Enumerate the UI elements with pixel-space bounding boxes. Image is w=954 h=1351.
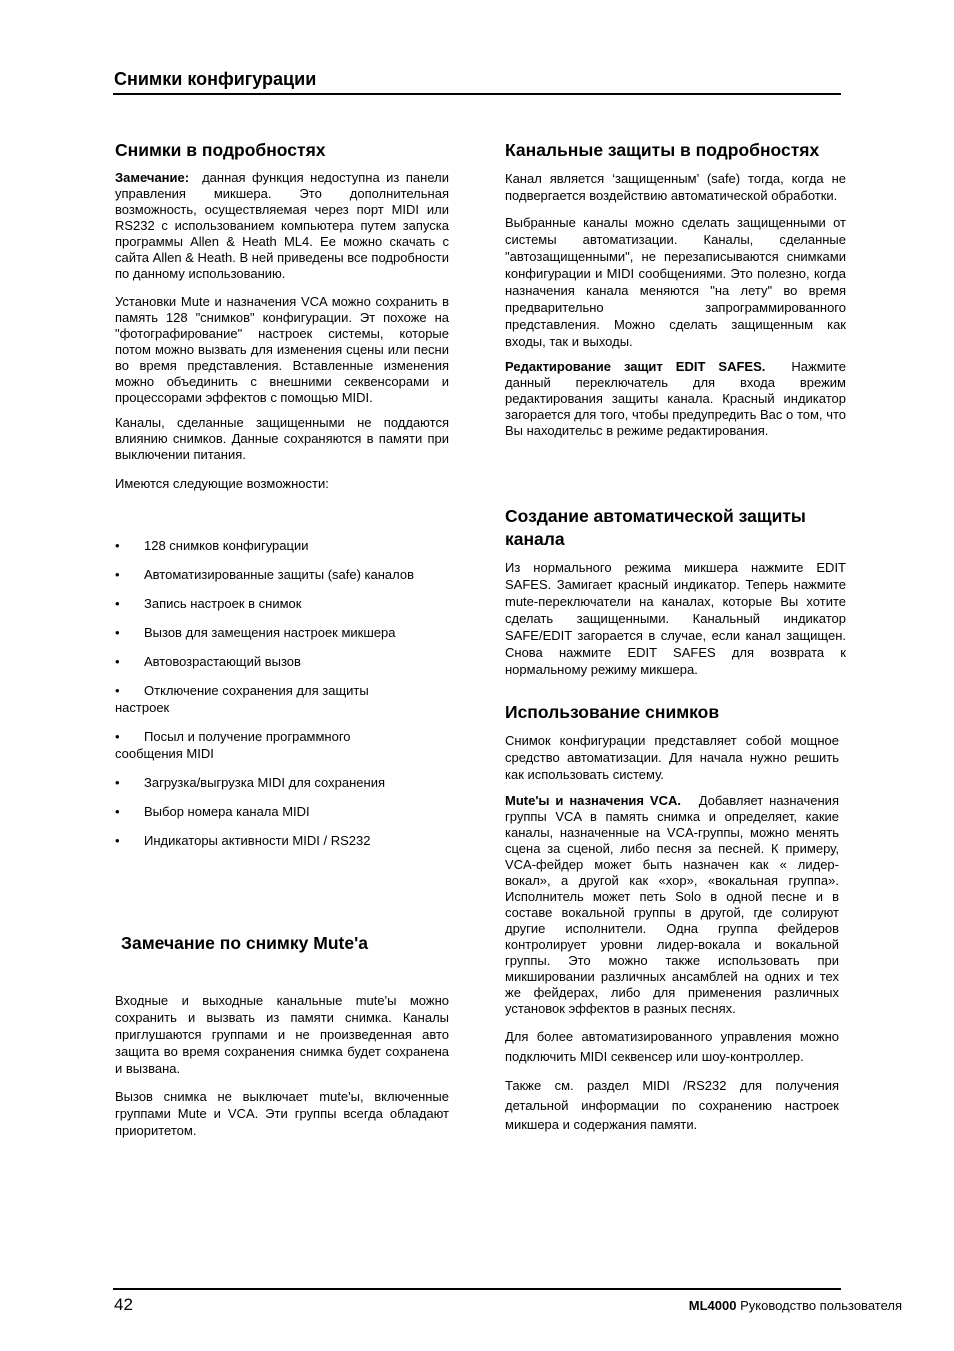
right-section-auto-safe: [505, 505, 846, 678]
left-section-mute-note: [115, 992, 449, 1139]
list-item: • Загрузка/выгрузка MIDI для сохранения: [115, 775, 385, 790]
paragraph: Также см. раздел MIDI /RS232 для получения детальной информации по сохранению настроек микшера и содержания памяти.: [505, 1078, 839, 1132]
edit-safes-text: Нажмите данный переключатель для входа врежим редактирования защиты канала. Красный индикатор загорается для того, чтобы предупредить Вас о том, что Вы находительс в режиме редактирования.: [505, 359, 846, 438]
section-heading: Замечание по снимку Mute'a: [121, 933, 368, 953]
bullet-icon: •: [115, 596, 120, 611]
bullet-icon: •: [115, 567, 120, 582]
paragraph: Имеются следующие возможности:: [115, 476, 329, 491]
header-rule: [113, 93, 841, 95]
section-heading: Снимки в подробностях: [115, 140, 326, 160]
paragraph: Выбранные каналы можно сделать защищенными от системы автоматизации. Каналы, сделанные "автозащищенными", не перезаписываются снимками конфигурации и MIDI сообщениями. Это полезно, когда назначения канала меняются "на лету" во время предварительно запрограммированного представления. Можно сделать защищенным как входы, так и выходы.: [505, 215, 846, 349]
paragraph: Каналы, сделанные защищенными не поддаются влиянию снимков. Данные сохраняются в памяти при выключении питания.: [115, 415, 449, 462]
paragraph: Вызов снимка не выключает mute'ы, включенные группами Mute и VCA. Эти группы всегда обладают приоритетом.: [115, 1089, 449, 1138]
list-item: • Автовозрастающий вызов: [115, 654, 301, 669]
edit-safes-paragraph: [505, 359, 846, 439]
bullet-icon: •: [115, 683, 120, 698]
features-list: [115, 537, 449, 849]
paragraph: Установки Mute и назначения VCA можно сохранить в память 128 "снимков" конфигурации. Эт похоже на "фотографирование" настроек системы, которые потом можно вызвать для изменения сцены или песни во время представления. Вставленные изменения можно объединить с внешними секвенсорами и процессорами эффектов с помощью MIDI.: [115, 294, 449, 405]
list-item: • Автоматизированные защиты (safe) каналов: [115, 567, 415, 582]
bullet-icon: •: [115, 775, 120, 790]
list-item: • Запись настроек в снимок: [115, 596, 302, 611]
list-item: • Индикаторы активности MIDI / RS232: [115, 833, 371, 848]
list-item: • Посыл и получение программного сообщения MIDI: [115, 729, 351, 761]
list-item: • Отключение сохранения для защиты настроек: [115, 683, 369, 715]
footer-rule: [113, 1288, 841, 1290]
vca-label: Mute'ы и назначения VCA.: [505, 793, 681, 808]
features-list-container: [115, 537, 449, 849]
left-section-snapshots-detail: [115, 139, 449, 492]
bullet-icon: •: [115, 538, 120, 553]
footer-manual-title: [689, 1298, 902, 1313]
note-paragraph: [115, 170, 449, 282]
bullet-icon: •: [115, 729, 120, 744]
paragraph: Снимок конфигурации представляет собой мощное средство автоматизации. Для начала нужно решить как использовать систему.: [505, 733, 839, 782]
bullet-icon: •: [115, 625, 120, 640]
left-section-mute-note-heading: [121, 932, 449, 955]
paragraph: Канал является ‘защищенным’ (safe) тогда, когда не подвергается воздействию автоматической обработки.: [505, 171, 846, 203]
paragraph: Для более автоматизированного управления можно подключить MIDI секвенсер или шоу-контроллер.: [505, 1029, 839, 1064]
model-name: ML4000: [688, 1298, 737, 1313]
list-item: • Выбор номера канала MIDI: [115, 804, 310, 819]
section-heading: Использование снимков: [505, 702, 720, 722]
page-number: 42: [114, 1295, 133, 1314]
section-heading: Канальные защиты в подробностях: [505, 140, 820, 160]
edit-safes-label: Редактирование защит EDIT SAFES.: [505, 359, 766, 374]
paragraph: Входные и выходные канальные mute'ы можно сохранить и вызвать из памяти снимка. Каналы приглушаются группами и не произведенная авто защита во время сохранения снимка будет сохранена и вызвана.: [115, 993, 449, 1076]
note-label: Замечание:: [115, 170, 190, 185]
bullet-icon: •: [115, 804, 120, 819]
right-section-channel-safes: [505, 139, 846, 439]
manual-name: Руководство пользователя: [740, 1298, 902, 1313]
right-section-using-snapshots: [505, 701, 839, 1135]
bullet-icon: •: [115, 654, 120, 669]
list-item: • 128 снимков конфигурации: [115, 538, 309, 553]
vca-text: Добавляет назначения группы VCA в память снимка и определяет, какие каналы, назначенные на VCA-группы, можно менять сцена за сценой, либо песня за песней. К примеру, VCA-фейдер может быть назначен как « лидер-вокал», а другой как «хор», «вокальная группа». Исполнитель может петь Solo в одной песне и в составе вокальной группы в другой, где солируют другие исполнители. Одна группа фейдеров контролирует уровни лидер-вокала и вокальной группы. Это можно также использовать при микшировании различных ансамблей на одних и тех же фейдерах, либо для применения различных установок эффектов в разных песнях.: [505, 793, 839, 1016]
page-header-title: Снимки конфигурации: [114, 69, 317, 89]
section-heading: Создание автоматической защиты канала: [505, 506, 806, 549]
bullet-icon: •: [115, 833, 120, 848]
list-item: • Вызов для замещения настроек микшера: [115, 625, 396, 640]
vca-paragraph: [505, 793, 839, 1017]
paragraph: Из нормального режима микшера нажмите EDIT SAFES. Замигает красный индикатор. Теперь нажмите mute-переключатели на каналах, которые Вы хотите сделать защищенными. Канальный индикатор SAFE/EDIT загорается в случае, если канал защищен. Снова нажмите EDIT SAFES для возврата к нормальному режиму микшера.: [505, 560, 846, 677]
note-text: данная функция недоступна из панели управления микшера. Это дополнительная возможность, осуществляемая через порт MIDI или RS232 с использованием компьютера путем запуска программы Allen & Heath ML4. Ее можно скачать с сайта Allen & Heath. В ней приведены все подробности по данному использованию.: [115, 170, 449, 281]
